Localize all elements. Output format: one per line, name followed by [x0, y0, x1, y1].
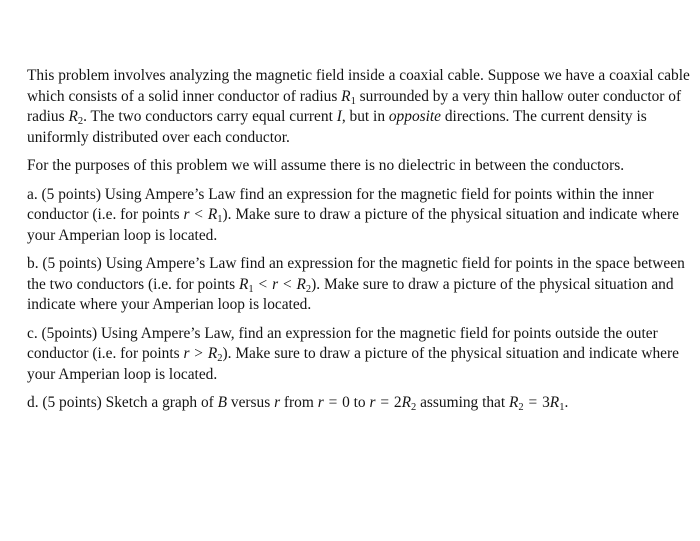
part-d-text-5: assuming that — [416, 394, 510, 411]
part-c-text-1: c. (5points) Using Ampere’s Law, find an expression for the magnetic field for points outside the outer conductor (i.e. for points — [27, 324, 658, 362]
greater-than-operator: > — [194, 345, 203, 362]
part-c-text-2: ). Make sure to draw a picture of the physical situation and indicate where your Amperian loop is located. — [27, 345, 679, 383]
less-than-operator: < — [194, 206, 203, 223]
subscript: 1 — [248, 283, 254, 295]
part-b-paragraph — [27, 254, 692, 316]
part-d-text-3: from — [280, 394, 318, 411]
subscript: 2 — [77, 116, 84, 127]
var-R: R — [341, 87, 351, 105]
part-d-text-4: to — [349, 394, 370, 411]
subscript: 2 — [305, 283, 312, 295]
part-b-text-2: ). Make sure to draw a picture of the physical situation and indicate where your Amperian loop is located. — [27, 275, 674, 313]
part-a-text-2: ). Make sure to draw a picture of the physical situation and indicate where your Amperian loop is located. — [27, 206, 679, 244]
var-R: R — [68, 108, 78, 125]
part-c-paragraph — [27, 324, 692, 386]
assumption-paragraph: For the purposes of this problem we will assume there is no dielectric in between the conductors. — [27, 157, 625, 174]
subscript: 2 — [411, 402, 417, 413]
part-d-text-6: . — [564, 394, 569, 411]
part-d-text-1: d. (5 points) Sketch a graph of — [27, 394, 218, 411]
subscript: 2 — [217, 353, 223, 364]
part-b-text-1: b. (5 points) Using Ampere’s Law find an expression for the magnetic field for points in the space between the two conductors (i.e. for points — [27, 255, 685, 293]
intro-text-5: directions. The current density is uniformly distributed over each conductor. — [27, 108, 647, 146]
part-a-paragraph — [27, 185, 692, 247]
var-R: R — [549, 394, 560, 411]
var-B: B — [217, 394, 228, 411]
intro-text-4: , but in — [341, 108, 389, 125]
problem-document — [27, 66, 692, 422]
number-value: 2 — [393, 394, 402, 411]
var-r: r — [272, 275, 279, 293]
less-than-operator: < — [258, 275, 268, 293]
less-than-operator: < — [282, 275, 292, 293]
intro-paragraph — [27, 66, 692, 148]
intro-text-1: This problem involves analyzing the magnetic field inside a coaxial cable. Suppose we have a coaxial cable which consists of a solid inner conductor of radius — [27, 67, 690, 105]
var-r: r — [183, 345, 190, 362]
var-R: R — [239, 275, 249, 293]
part-d-text-2: versus — [227, 394, 275, 411]
var-R: R — [401, 394, 411, 411]
subscript: 2 — [518, 402, 524, 413]
var-R: R — [207, 345, 218, 362]
subscript: 1 — [559, 402, 565, 413]
subscript: 1 — [350, 95, 356, 107]
equals-operator: = — [528, 394, 538, 411]
var-r: r — [183, 206, 190, 223]
part-a-text-1: a. (5 points) Using Ampere’s Law find an expression for the magnetic field for points within the inner conductor (i.e. for points — [27, 185, 654, 223]
var-R: R — [296, 275, 306, 293]
part-d-paragraph — [27, 393, 692, 414]
var-r: r — [274, 394, 281, 411]
number-value: 3 — [542, 394, 550, 411]
intro-text-3: . The two conductors carry equal current — [83, 108, 337, 125]
var-r: r — [369, 394, 376, 411]
var-r: r — [317, 394, 324, 411]
emphasis-opposite: opposite — [388, 108, 442, 125]
number-value: 0 — [342, 394, 350, 411]
var-R: R — [207, 206, 218, 223]
var-R: R — [509, 394, 519, 411]
intro-text-2: surrounded by a very thin hallow outer conductor of radius — [27, 87, 682, 125]
var-I: I — [336, 108, 342, 125]
equals-operator: = — [380, 394, 390, 411]
subscript: 1 — [217, 214, 223, 225]
equals-operator: = — [328, 394, 338, 411]
